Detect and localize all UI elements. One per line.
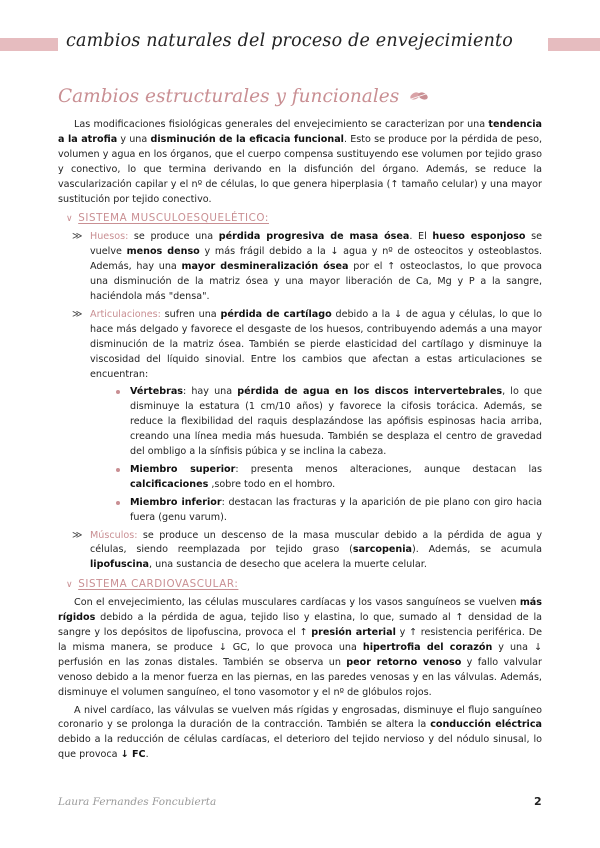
cardio-paragraph-2: A nivel cardíaco, las válvulas se vuelven más rígidas y engrosadas, disminuye el flujo sanguíneo coronario y se prolonga la duración de la contracción. También se altera la conducción eléctrica debido a la reducción de células cardíacas, el deterioro del tejido nervioso y del nódulo sinusal, lo que provoca ↓ FC. bbox=[58, 704, 543, 761]
cardio-paragraph-1: Con el envejecimiento, las células musculares cardíacas y los vasos sanguíneos se vuelven más rígidos debido a la pérdida de agua, tejido liso y elastina, lo que, sumado al ↑ densidad de la sangre y los depósitos de lipofuscina, provoca el ↑ presión arterial y ↑ resistencia periférica. De la misma manera, se produce ↓ GC, lo que provoca una hipertrofia del corazón y una ↓ perfusión en las zonas distales. También se observa un peor retorno venoso y fallo valvular venoso debido a la menor fuerza en las piernas, en las paredes venosas y en las válvulas. Además, disminuye el volumen sanguíneo, el tono vasomotor y el nº de glóbulos rojos. bbox=[58, 597, 542, 698]
intro-paragraph: Las modificaciones fisiológicas generales del envejecimiento se caracterizan por una tendencia a la atrofia y una disminución de la eficacia funcional. Esto se produce por la pérdida de peso, volumen y agua en los órganos, que el cuerpo compensa sustituyendo ese volumen por tejido graso y conectivo, lo que termina derivando en la disfunción del órgano. Además, se reduce la vascularización capilar y el nº de células, lo que genera hiperplasia (↑ tamaño celular) y una mayor sustitución por tejido conectivo. bbox=[58, 119, 542, 205]
main-content bbox=[58, 118, 542, 766]
section-title bbox=[58, 86, 431, 112]
header-bar-left bbox=[0, 38, 58, 51]
musculo-heading: ∨ SISTEMA MUSCULOESQUELÉTICO: bbox=[66, 211, 542, 227]
bullet-dot-icon bbox=[116, 390, 120, 394]
header-band bbox=[0, 31, 600, 54]
double-arrow-icon: ≫ bbox=[72, 231, 83, 243]
header-bar-right bbox=[548, 38, 600, 51]
bullet-dot-icon bbox=[116, 468, 120, 472]
list-item-articulaciones: ≫ Articulaciones: sufren una pérdida de cartílago debido a la ↓ de agua y células, lo que lo hace más delgado y favorece el desgaste de los huesos, contribuyendo además a una mayor disminución de la matriz ósea. También se pierde elasticidad del cartílago y disminuye la viscosidad del líquido sinovial. Entre los cambios que afectan a estas articulaciones se encuentran: bbox=[72, 308, 542, 380]
bullet-dot-icon bbox=[116, 501, 120, 505]
leaf-icon bbox=[409, 87, 431, 108]
page-number: 2 bbox=[534, 795, 542, 808]
page-title: cambios naturales del proceso de envejecimiento bbox=[66, 31, 514, 51]
footer-author: Laura Fernandes Foncubierta bbox=[58, 796, 217, 808]
section-title-text: Cambios estructurales y funcionales bbox=[58, 86, 400, 107]
cardio-heading: ∨ SISTEMA CARDIOVASCULAR: bbox=[66, 577, 542, 593]
sub-item-miembro-inferior: Miembro inferior: destacan las fracturas y la aparición de pie plano con giro hacia fuera (genu varum). bbox=[58, 496, 542, 526]
chevron-down-icon: ∨ bbox=[66, 580, 74, 591]
double-arrow-icon: ≫ bbox=[72, 529, 83, 541]
double-arrow-icon: ≫ bbox=[72, 308, 83, 320]
chevron-down-icon: ∨ bbox=[66, 214, 74, 225]
sub-item-miembro-superior: Miembro superior: presenta menos alteraciones, aunque destacan las calcificaciones ,sobre todo en el hombro. bbox=[58, 463, 542, 493]
sub-item-vertebras: Vértebras: hay una pérdida de agua en los discos intervertebrales, lo que disminuye la estatura (1 cm/10 años) y favorece la cifosis torácica. Además, se reduce la flexibilidad del raquis desplazándose las apófisis espinosas hacia arriba, creando una línea media más huesuda. También se desplaza el centro de gravedad del ombligo a la sínfisis púbica y se inclina la cabeza. bbox=[58, 385, 542, 460]
list-item-musculos: ≫ Músculos: se produce un descenso de la masa muscular debido a la pérdida de agua y células, siendo reemplazada por tejido graso (sarcopenia). Además, se acumula lipofuscina, una sustancia de desecho que acelera la muerte celular. bbox=[72, 529, 542, 571]
list-item-huesos: ≫ Huesos: se produce una pérdida progresiva de masa ósea. El hueso esponjoso se vuelve menos denso y más frágil debido a la ↓ agua y nº de osteocitos y osteoblastos. Además, hay una mayor desmineralización ósea por el ↑ osteoclastos, lo que provoca una disminución de la matriz ósea y una mayor liberación de Ca, Mg y P a la sangre, haciéndola más "densa". bbox=[72, 231, 543, 302]
